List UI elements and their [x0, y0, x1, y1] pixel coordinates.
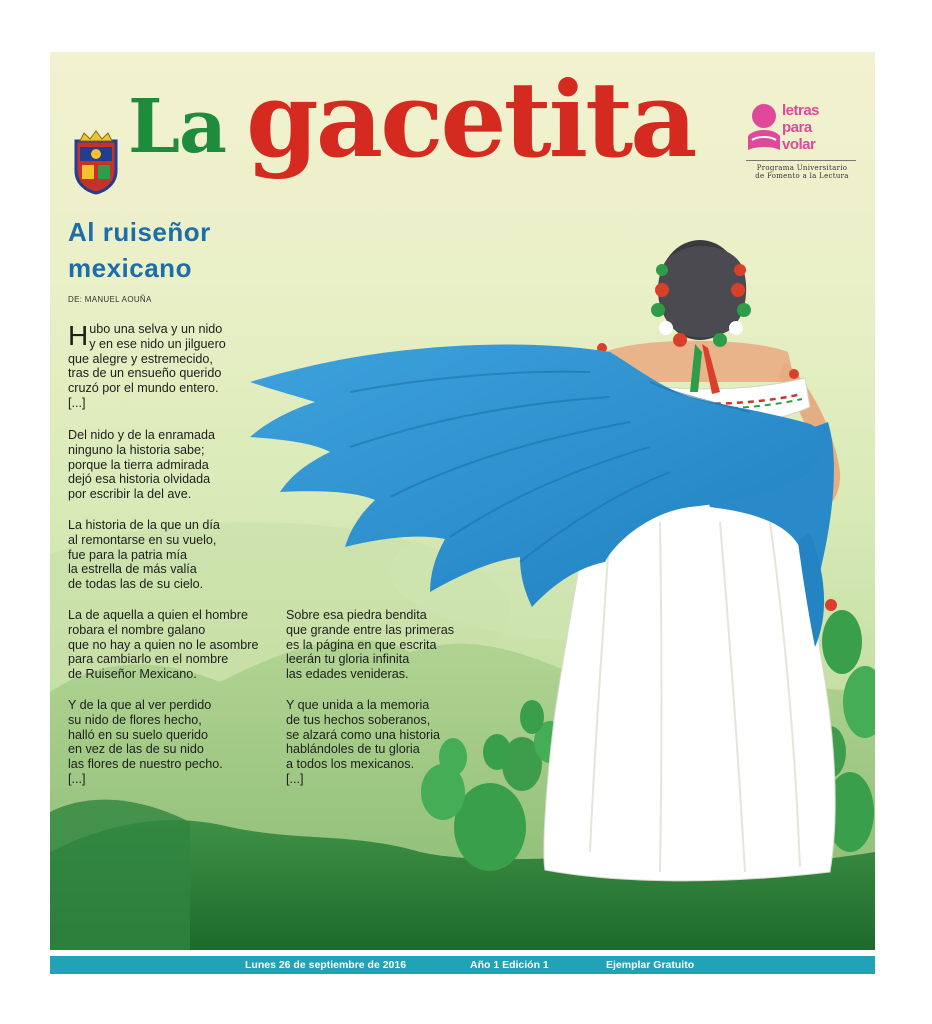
- stanza: Y de la que al ver perdido su nido de flores hecho, halló en su suelo querido en vez de las de su nido las flores de nuestro pecho. [...]: [68, 698, 223, 786]
- program-caption-line: de Fomento a la Lectura: [755, 172, 849, 180]
- stanza-body: que alegre y estremecido, tras de un ensueño querido cruzó por el mundo entero. [...]: [68, 351, 222, 410]
- stanza: [68, 320, 226, 411]
- footer-date: Lunes 26 de septiembre de 2016: [245, 959, 407, 971]
- stanza: Y que unida a la memoria de tus hechos soberanos, se alzará como una historia hablándoles de tu gloria a todos los mexicanos. [...]: [286, 698, 441, 786]
- footer-free-copy: Ejemplar Gratuito: [606, 959, 695, 971]
- logo-word: letras: [782, 102, 820, 119]
- poem-author: DE: MANUEL AOUÑA: [68, 295, 152, 304]
- stanza-line: ubo una selva y un nido: [89, 322, 223, 336]
- stanza: La de aquella a quien el hombre robara el nombre galano que no hay a quien no le asombre para cambiarlo en el nombre de Ruiseñor Mexicano.: [68, 608, 259, 682]
- logo-word: volar: [782, 136, 816, 153]
- grass: [50, 800, 190, 950]
- masthead-title-la: La: [128, 84, 226, 170]
- stanza: Del nido y de la enramada ninguno la historia sabe; porque la tierra admirada dejó esa historia olvidada por escribir la del ave.: [68, 428, 216, 502]
- reading-hand-icon: [744, 102, 784, 158]
- poem-title-line: Al ruiseñor: [68, 217, 211, 247]
- stanza: Sobre esa piedra bendita que grande entre las primeras es la página en que escrita leerán tu gloria infinita las edades venideras.: [286, 608, 455, 682]
- masthead-title-gacetita: gacetita: [246, 58, 695, 181]
- university-crest-icon: [70, 112, 122, 212]
- drop-cap: H: [68, 320, 89, 351]
- divider: [746, 160, 856, 161]
- footer-bar: [50, 956, 875, 974]
- bow: [789, 369, 799, 379]
- stanza-line: y en ese nido un jilguero: [89, 336, 226, 351]
- logo-word: para: [782, 119, 812, 136]
- poem-title-line: mexicano: [68, 253, 192, 283]
- logo-wordmark: [782, 102, 819, 153]
- footer-edition: Año 1 Edición 1: [470, 959, 549, 971]
- poem-title: [68, 214, 211, 286]
- program-caption: [744, 164, 860, 180]
- stanza: La historia de la que un día al remontarse en su vuelo, fue para la patria mía la estrella de más valía de todas las de su cielo.: [68, 518, 220, 592]
- program-caption-line: Programa Universitario: [756, 164, 848, 172]
